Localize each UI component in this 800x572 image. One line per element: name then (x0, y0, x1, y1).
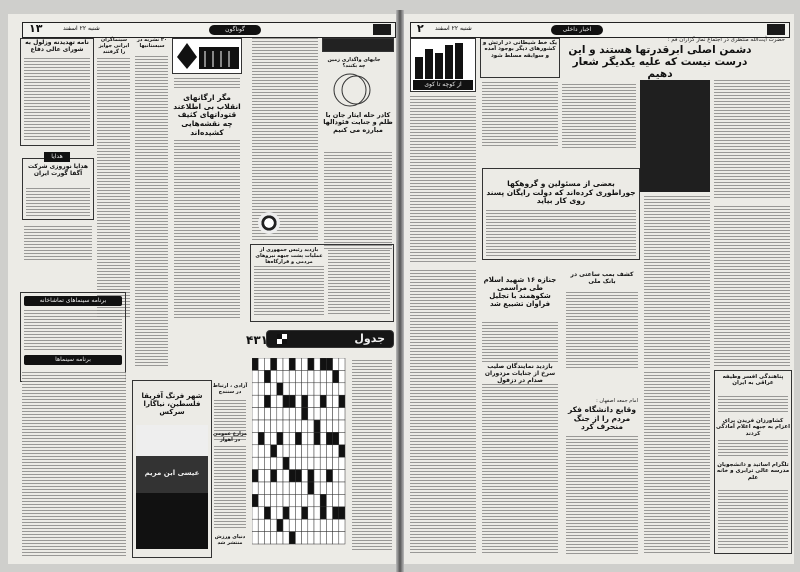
chart-graphic (410, 38, 476, 92)
crossword-cell (277, 408, 283, 420)
crossword-cell (320, 470, 326, 482)
crossword-cell (264, 358, 270, 370)
cinema-header: برنامه سینماها (24, 355, 122, 365)
crossword-icon (277, 334, 287, 344)
headline: پناهندگی افسر وظیفه عراقی به ایران (722, 374, 784, 387)
crossword-cell (277, 370, 283, 382)
crossword-cell (302, 507, 308, 519)
crossword-cell (302, 470, 308, 482)
crossword-cell (314, 532, 320, 544)
crossword-cell (271, 457, 277, 469)
crossword-cell (302, 519, 308, 531)
crossword-header (266, 330, 394, 348)
crossword-cell (295, 395, 301, 407)
crossword-cell (283, 420, 289, 432)
crossword-cell (289, 470, 295, 482)
crossword-cell (252, 519, 258, 531)
crossword-cell (314, 507, 320, 519)
crossword-cell (283, 519, 289, 531)
crossword-cell (333, 470, 339, 482)
crossword-cell (283, 482, 289, 494)
crossword-cell (252, 420, 258, 432)
crossword-cell (326, 519, 332, 531)
crossword-cell (339, 507, 345, 519)
crossword-cell (295, 445, 301, 457)
crossword-cell (326, 408, 332, 420)
section-label: گوناگون (209, 25, 261, 35)
crossword-cell (277, 358, 283, 370)
crossword-cell (295, 370, 301, 382)
crossword-cell (277, 494, 283, 506)
crossword-cell (252, 395, 258, 407)
crossword-cell (264, 532, 270, 544)
crossword-cell (283, 358, 289, 370)
crossword-cell (283, 445, 289, 457)
left-page-header (22, 22, 396, 38)
crossword-cell (277, 432, 283, 444)
crossword-cell (320, 532, 326, 544)
crossword-cell (326, 482, 332, 494)
crossword-cell (295, 494, 301, 506)
crossword-cell (264, 457, 270, 469)
crossword-cell (252, 494, 258, 506)
crossword-cell (264, 494, 270, 506)
crossword-cell (302, 395, 308, 407)
jewelry-illustration (326, 68, 376, 108)
crossword-cell (320, 432, 326, 444)
crossword-cell (326, 457, 332, 469)
crossword-cell (264, 432, 270, 444)
crossword-cell (308, 445, 314, 457)
crossword-grid (252, 358, 348, 548)
crossword-cell (326, 507, 332, 519)
crossword-cell (289, 494, 295, 506)
kicker: حضرت آیت‌الله منتظری در اجتماع نماز گزاران قم : (667, 37, 785, 43)
crossword-cell (295, 408, 301, 420)
crossword-cell (320, 383, 326, 395)
isfahan-headline: وقایع دانشگاه فکر مردم را از جنگ منحرف کرد (568, 405, 636, 432)
crossword-cell (271, 358, 277, 370)
crossword-cell (302, 457, 308, 469)
crossword-cell (289, 519, 295, 531)
crossword-cell (314, 395, 320, 407)
crossword-cell (295, 507, 301, 519)
crossword-cell (308, 482, 314, 494)
crossword-cell (289, 395, 295, 407)
crossword-cell (277, 457, 283, 469)
crossword-cell (283, 457, 289, 469)
cartoon (172, 38, 242, 74)
crossword-cell (308, 470, 314, 482)
crossword-cell (277, 383, 283, 395)
crossword-cell (283, 507, 289, 519)
crossword-cell (252, 370, 258, 382)
crossword-cell (271, 470, 277, 482)
crossword-cell (271, 383, 277, 395)
crossword-cell (302, 420, 308, 432)
page-date: شنبه ۲۲ اسفند (435, 25, 472, 32)
crossword-cell (277, 395, 283, 407)
crossword-cell (314, 370, 320, 382)
crossword-cell (308, 370, 314, 382)
crossword-cell (283, 494, 289, 506)
funeral-headline: جنازه ۱۶ شهید اسلام طی مراسمی شکوهمند با تجلیل فراوان تشییع شد (483, 276, 557, 309)
crossword-cell (314, 470, 320, 482)
crossword-cell (339, 383, 345, 395)
crossword-cell (277, 532, 283, 544)
crossword-cell (320, 445, 326, 457)
crossword-cell (320, 370, 326, 382)
headline: دنیای ورزش منتشر شد (214, 534, 246, 546)
crossword-cell (333, 445, 339, 457)
movie-poster-title: عیسی ابن مریم (144, 469, 200, 477)
crossword-cell (252, 383, 258, 395)
crossword-cell (339, 370, 345, 382)
crossword-cell (339, 482, 345, 494)
crossword-cell (333, 519, 339, 531)
headline: سینماگران ایرانی جوایز را گرفتند (98, 37, 130, 55)
crossword-cell (264, 408, 270, 420)
crossword-cell (252, 432, 258, 444)
crossword-cell (252, 482, 258, 494)
headline: مزارع عمومی در اهواز (212, 431, 247, 443)
crossword-cell (295, 383, 301, 395)
crossword-cell (252, 457, 258, 469)
cartoon-drawing (173, 39, 241, 73)
crossword-cell (258, 519, 264, 531)
crossword-cell (320, 395, 326, 407)
crossword-cell (308, 383, 314, 395)
newspaper-logo (767, 24, 785, 35)
ad-badge: هدایا (44, 152, 70, 162)
headline: بازدید نمایندگان صلیب سرخ از جنایات مزدوران صدام در دزفول (484, 363, 556, 384)
crossword-cell (308, 420, 314, 432)
crossword-cell (302, 494, 308, 506)
crossword-cell (333, 507, 339, 519)
crossword-cell (252, 408, 258, 420)
section-label: اخبار داخلی (551, 25, 603, 35)
headline: آزادی ، ارتباط در سنندج (212, 383, 248, 395)
crossword-cell (320, 457, 326, 469)
crossword-cell (283, 408, 289, 420)
headline: یک خط شیطانی در ارتش و کشورهای دیگر بوجود آمده و سوابقه مسلط شود (482, 40, 558, 59)
crossword-cell (333, 420, 339, 432)
crossword-cell (289, 457, 295, 469)
crossword-cell (326, 395, 332, 407)
crossword-cell (258, 532, 264, 544)
crossword-cell (258, 470, 264, 482)
crossword-cell (339, 432, 345, 444)
crossword-cell (314, 519, 320, 531)
crossword-cell (326, 358, 332, 370)
crossword-cell (295, 482, 301, 494)
crossword-cell (271, 532, 277, 544)
crossword-cell (333, 408, 339, 420)
crossword-cell (277, 420, 283, 432)
main-headline-left: مگر ارگانهای انقلاب بی اطلاعند قتوداتهای کثیف چه نقشه‌هایی کشیده‌اند (173, 93, 241, 137)
crossword-cell (320, 519, 326, 531)
crossword-cell (295, 457, 301, 469)
crossword-cell (320, 408, 326, 420)
crossword-cell (295, 358, 301, 370)
page-number: ۱۳ (29, 22, 43, 35)
crossword-cell (308, 532, 314, 544)
crossword-cell (339, 519, 345, 531)
crossword-cell (302, 445, 308, 457)
news-photo (640, 80, 710, 192)
crossword-cell (326, 383, 332, 395)
crossword-cell (326, 470, 332, 482)
crossword-cell (295, 532, 301, 544)
crossword-cell (277, 482, 283, 494)
crossword-cell (283, 432, 289, 444)
crossword-cell (264, 519, 270, 531)
crossword-cell (333, 482, 339, 494)
crossword-cell (295, 420, 301, 432)
crossword-cell (295, 432, 301, 444)
crossword-cell (308, 408, 314, 420)
crossword-cell (289, 482, 295, 494)
crossword-cell (326, 420, 332, 432)
crossword-cell (264, 420, 270, 432)
crossword-cell (333, 358, 339, 370)
crossword-cell (308, 395, 314, 407)
crossword-cell (314, 358, 320, 370)
crossword-cell (271, 420, 277, 432)
crossword-cell (283, 395, 289, 407)
crossword-cell (277, 445, 283, 457)
crossword-cell (277, 470, 283, 482)
crossword-cell (308, 519, 314, 531)
crossword-cell (289, 420, 295, 432)
crossword-cell (326, 494, 332, 506)
crossword-cell (258, 482, 264, 494)
crossword-cell (320, 482, 326, 494)
headline: بازدید رئیس جمهوری از عملیات پشت جبهه نیروهای مردمی و قرارگاه‌ها (255, 247, 323, 265)
crossword-cell (314, 457, 320, 469)
crossword-cell (258, 395, 264, 407)
crossword-cell (264, 507, 270, 519)
cinema-header: برنامه سینماهای تماشاخانه (24, 296, 122, 306)
crossword-cell (271, 507, 277, 519)
headline: کادر حله ایثار جان با ظلم و جنایت فئودالها مبارزه می کنیم (323, 111, 393, 134)
crossword-cell (314, 420, 320, 432)
crossword-cell (333, 395, 339, 407)
crossword-cell (308, 457, 314, 469)
crossword-cell (320, 494, 326, 506)
crossword-cell (283, 470, 289, 482)
crossword-cell (339, 470, 345, 482)
crossword-cell (252, 358, 258, 370)
crossword-cell (308, 432, 314, 444)
crossword-cell (271, 370, 277, 382)
crossword-cell (283, 383, 289, 395)
headline: ۲۰ نشریه در سیستانیها (136, 37, 168, 49)
crossword-cell (302, 370, 308, 382)
chart-caption: از کوچه تا کوی (413, 80, 473, 90)
crossword-cell (314, 482, 320, 494)
crossword-cell (258, 445, 264, 457)
crossword-cell (339, 395, 345, 407)
crossword-cell (283, 370, 289, 382)
crossword-cell (277, 519, 283, 531)
crossword-cell (295, 470, 301, 482)
main-headline: دشمن اصلی ابرقدرتها هستند و این درست نیست که علیه یکدیگر شعار دهیم (568, 44, 752, 81)
second-headline: بعضی از مسئولین و گروهکها جوراطوری کرده‌اند که دولت رایگان پسند روی کار بیاید (486, 179, 636, 206)
crossword-cell (339, 408, 345, 420)
crossword-cell (283, 532, 289, 544)
crossword-cell (271, 445, 277, 457)
crossword-cell (252, 507, 258, 519)
crossword-cell (271, 395, 277, 407)
crossword-cell (258, 383, 264, 395)
headline: کشاورزان فریدن برای اعزام به جبهه اعلام آمادگی کردند (715, 418, 790, 437)
crossword-cell (252, 470, 258, 482)
crossword-number: ۴۳۱ (246, 333, 268, 347)
crossword-cell (264, 470, 270, 482)
crossword-cell (333, 494, 339, 506)
crossword-cell (258, 370, 264, 382)
crossword-cell (314, 494, 320, 506)
crossword-cell (339, 358, 345, 370)
crossword-cell (314, 408, 320, 420)
crossword-cell (339, 457, 345, 469)
crossword-cell (258, 420, 264, 432)
movie-headline: شهر فرنگ آفریقا فلسطین، نیاگارا سرکس (141, 392, 203, 417)
crossword-cell (271, 408, 277, 420)
crossword-cell (264, 370, 270, 382)
crossword-cell (289, 507, 295, 519)
crossword-cell (289, 383, 295, 395)
crossword-cell (333, 532, 339, 544)
page-date: شنبه ۲۲ اسفند (63, 25, 100, 32)
crossword-cell (302, 383, 308, 395)
crossword-cell (295, 519, 301, 531)
crossword-cell (289, 432, 295, 444)
headline: نامه تهدیدنه وزلول به شورای عالی دفاع (25, 39, 89, 53)
crossword-cell (289, 408, 295, 420)
crossword-cell (314, 432, 320, 444)
crossword-cell (258, 358, 264, 370)
movie-poster (136, 425, 208, 549)
emblem-icon (258, 212, 280, 234)
crossword-cell (289, 358, 295, 370)
newspaper-logo (373, 24, 391, 35)
page-number: ۲ (417, 22, 424, 35)
crossword-cell (320, 420, 326, 432)
crossword-cell (264, 395, 270, 407)
crossword-cell (326, 432, 332, 444)
crossword-cell (302, 358, 308, 370)
crossword-cell (258, 507, 264, 519)
crossword-cell (258, 494, 264, 506)
crossword-cell (314, 445, 320, 457)
crossword-cell (302, 432, 308, 444)
crossword-cell (264, 383, 270, 395)
crossword-cell (333, 383, 339, 395)
crossword-cell (314, 383, 320, 395)
crossword-cell (320, 358, 326, 370)
crossword-cell (333, 432, 339, 444)
crossword-cell (320, 507, 326, 519)
crossword-cell (271, 519, 277, 531)
crossword-cell (302, 408, 308, 420)
page-fold (396, 10, 404, 572)
right-page-header (410, 22, 790, 38)
crossword-cell (252, 445, 258, 457)
top-box (322, 38, 394, 52)
kicker: امام جمعه اصفهان : (596, 398, 638, 404)
crossword-cell (264, 482, 270, 494)
crossword-title: جدول (354, 332, 385, 345)
crossword-cell (258, 432, 264, 444)
crossword-cell (289, 370, 295, 382)
crossword-cell (271, 494, 277, 506)
crossword-cell (308, 494, 314, 506)
crossword-cell (271, 432, 277, 444)
bar-graphic (411, 39, 475, 79)
crossword-cell (339, 420, 345, 432)
crossword-cell (326, 370, 332, 382)
headline: جایهای واگذاری زمین چه بکنند؟ (327, 57, 381, 69)
crossword-cell (339, 494, 345, 506)
crossword-cell (302, 532, 308, 544)
crossword-cell (258, 457, 264, 469)
crossword-cell (277, 507, 283, 519)
ad-title: هدایا نوروزی شرکت آگفا گورت ایران (28, 163, 88, 177)
crossword-cell (333, 457, 339, 469)
crossword-cell (308, 358, 314, 370)
crossword-cell (264, 445, 270, 457)
crossword-cell (333, 370, 339, 382)
crossword-cell (258, 408, 264, 420)
crossword-cell (302, 482, 308, 494)
crossword-cell (308, 507, 314, 519)
crossword-cell (339, 445, 345, 457)
crossword-cell (326, 445, 332, 457)
headline: تلگرام اساتید و دانشجویان مدرسه عالی ترابری و خانه علم (716, 462, 790, 481)
crossword-cell (252, 532, 258, 544)
crossword-cell (289, 532, 295, 544)
crossword-cell (339, 532, 345, 544)
crossword-cell (326, 532, 332, 544)
crossword-cell (271, 482, 277, 494)
crossword-cell (289, 445, 295, 457)
bomb-headline: کشف بمب ساعتی در بانک ملی (570, 271, 634, 285)
